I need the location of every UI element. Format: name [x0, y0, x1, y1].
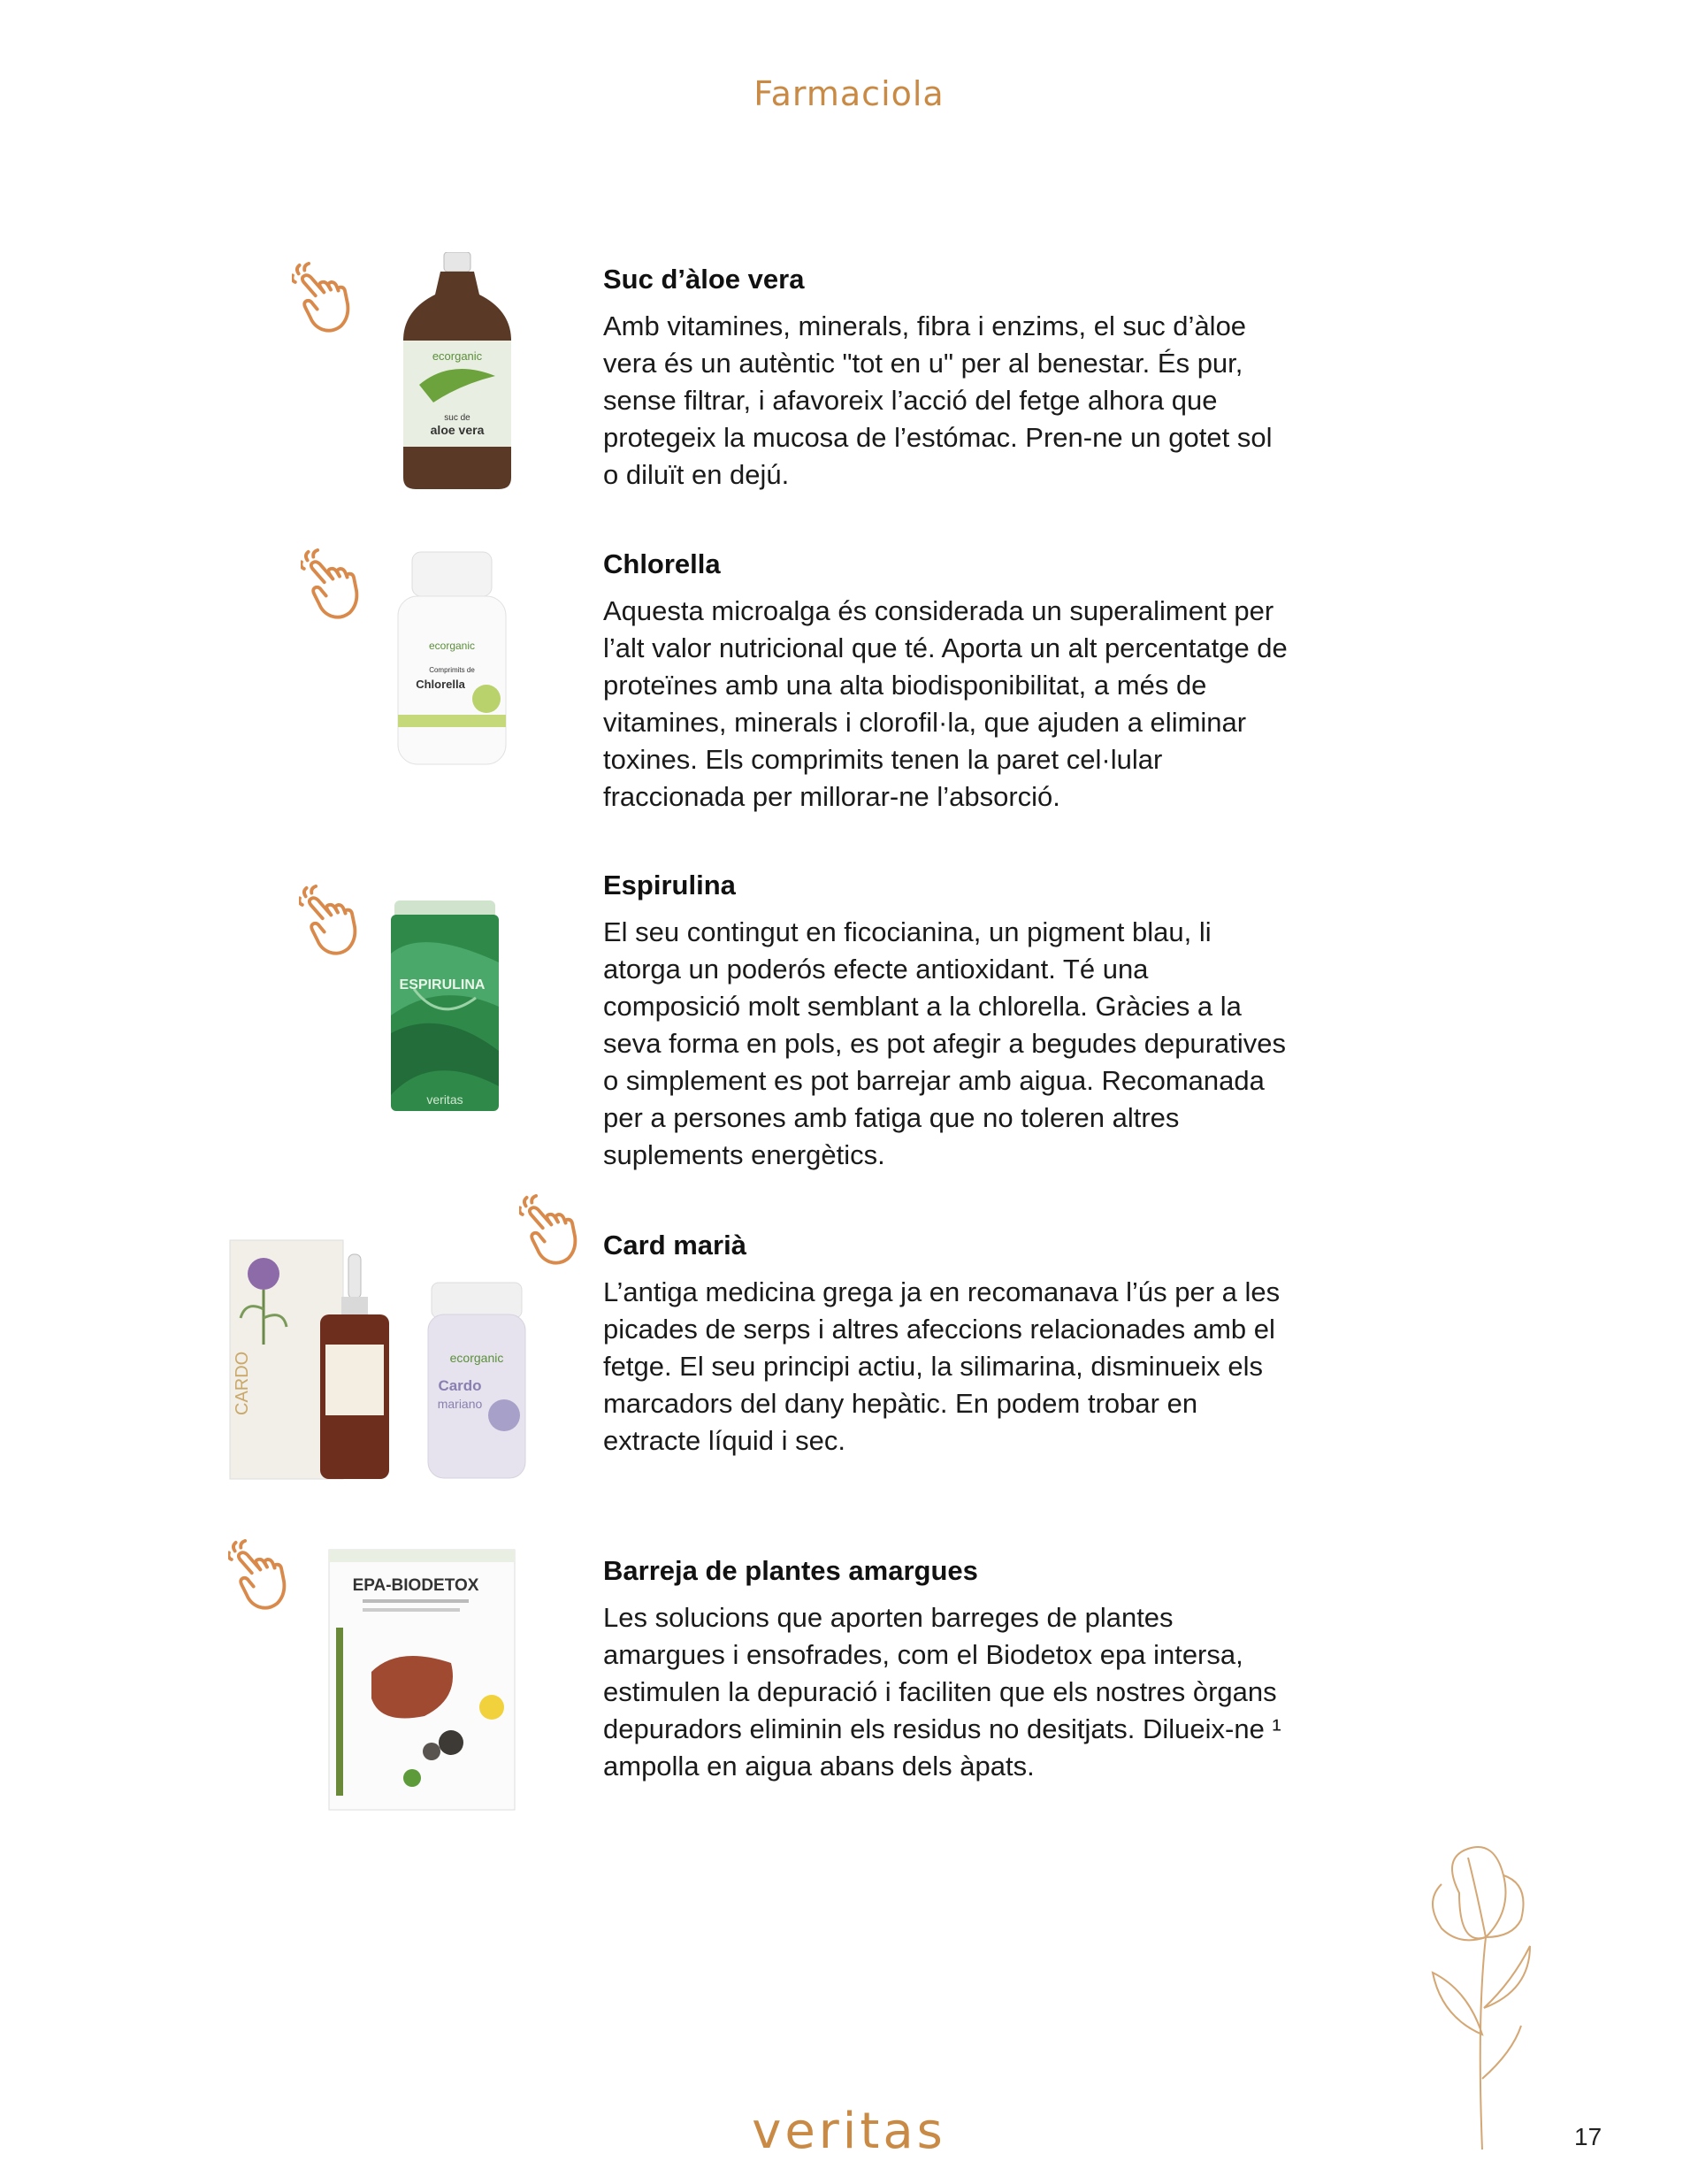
product-description: Les solucions que aporten barreges de plantes amargues i ensofrades, com el Biodetox epa intersa, estimulen la depuració i faciliten que els nostres òrgans depuradors eliminin els residus no desitjats. Dilueix-ne ¹ ampolla en aigua abans dels àpats.	[603, 1602, 1281, 1782]
pointing-hand-icon	[299, 885, 375, 961]
aloe-label-line1: suc de	[444, 413, 470, 423]
product-aloe-vera	[603, 264, 1293, 494]
chlorella-jar-image	[394, 550, 509, 771]
product-card-maria	[603, 1230, 1293, 1460]
espirulina-label: ESPIRULINA	[399, 977, 486, 992]
pointing-hand-icon	[301, 548, 377, 625]
epa-biodetox-box-image	[327, 1548, 517, 1813]
chlorella-brand-text: ecorganic	[428, 640, 476, 652]
product-title: Espirulina	[603, 870, 736, 900]
card-maria-brand-text: ecorganic	[449, 1351, 504, 1365]
product-description: El seu contingut en ficocianina, un pigment blau, li atorga un poderós efecte antioxidant. Té una composició molt semblant a la chlorella. Gràcies a la seva forma en pols, es pot afegir a begudes depuratives o simplement es pot barrejar amb aigua. Recomanada per a persones amb fatiga que no toleren altres suplements energètics.	[603, 916, 1287, 1170]
page-title: Farmaciola	[753, 74, 945, 113]
product-title: Barreja de plantes amargues	[603, 1555, 978, 1586]
product-title: Card marià	[603, 1230, 746, 1261]
chlorella-label-line1: Comprimits de	[429, 666, 475, 674]
product-plantes-amargues	[603, 1555, 1293, 1785]
card-maria-products-image	[228, 1238, 529, 1482]
pointing-hand-icon	[519, 1194, 595, 1270]
card-maria-label-line1: Cardo	[438, 1377, 482, 1394]
veritas-logo-text: veritas	[752, 2107, 946, 2160]
epa-box-label: EPA-BIODETOX	[352, 1576, 479, 1595]
espirulina-brand-text: veritas	[426, 1092, 463, 1107]
product-espirulina	[603, 870, 1293, 1174]
pointing-hand-icon	[292, 262, 368, 338]
card-maria-box-label: CARDO	[233, 1351, 252, 1415]
card-maria-label-line2: mariano	[437, 1397, 483, 1411]
product-description: Amb vitamines, minerals, fibra i enzims, el suc d’àloe vera és un autèntic "tot en u" per al benestar. És pur, sense filtrar, i afavoreix l’acció del fetge alhora que protegeix la mucosa de l’estómac. Pren-ne un gotet sol o diluït en dejú.	[603, 310, 1273, 490]
product-description: Aquesta microalga és considerada un superaliment per l’alt valor nutricional que té. Aporta un alt percentatge de proteïnes amb una alta biodisponibilitat, a més de vitamines, minerals i clorofil·la, que ajuden a eliminar toxines. Els comprimits tenen la paret cel·lular fraccionada per millorar-ne l’absorció.	[603, 595, 1288, 812]
aloe-brand-text: ecorganic	[432, 349, 483, 363]
product-description: L’antiga medicina grega ja en recomanava l’ús per a les picades de serps i altres afeccions relacionades amb el fetge. El seu principi actiu, la silimarina, disminueix els marcadors del dany hepàtic. En podem trobar en extracte líquid i sec.	[603, 1276, 1281, 1456]
pointing-hand-icon	[228, 1539, 304, 1615]
espirulina-tube-image	[387, 900, 502, 1113]
aloe-vera-bottle-image	[398, 252, 517, 491]
page-number: 17	[1574, 2123, 1602, 2150]
aloe-label-line2: aloe vera	[430, 423, 485, 437]
chlorella-label-line2: Chlorella	[416, 678, 465, 691]
product-title: Suc d’àloe vera	[603, 264, 805, 295]
product-chlorella	[603, 548, 1293, 816]
product-title: Chlorella	[603, 548, 721, 579]
footer-logo	[0, 2107, 1698, 2169]
